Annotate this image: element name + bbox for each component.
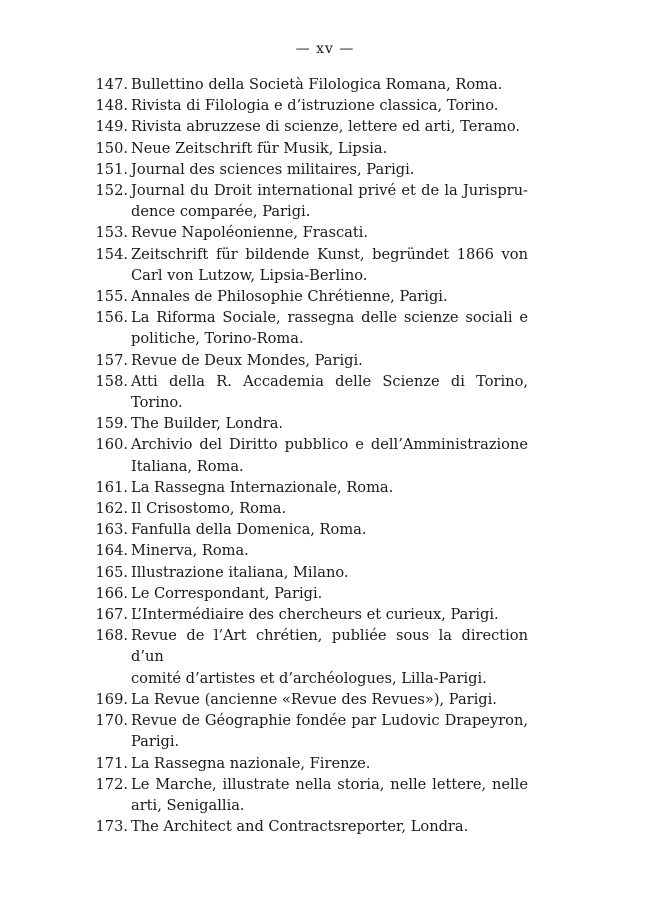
entry-number: 157. <box>95 351 128 369</box>
entry-line: La Riforma Sociale, rassegna delle scienze sociali e <box>131 309 528 327</box>
entry-text <box>128 116 528 137</box>
entry-text <box>128 180 528 222</box>
entry-line: La Rassegna nazionale, Firenze. <box>131 754 371 772</box>
entry-text <box>128 95 528 116</box>
entry-text <box>128 413 528 434</box>
entry-text <box>128 562 528 583</box>
entry-text <box>128 138 528 159</box>
entry-line: Illustrazione italiana, Milano. <box>131 563 349 581</box>
list-item <box>88 371 528 413</box>
entry-text <box>128 583 528 604</box>
entry-line: Revue de l’Art chrétien, publiée sous la direction d’un <box>131 627 528 666</box>
entry-line: politiche, Torino-Roma. <box>131 330 304 348</box>
list-item <box>88 413 528 434</box>
entry-text <box>128 434 528 476</box>
list-item <box>88 816 528 837</box>
entry-text <box>128 286 528 307</box>
entry-number: 147. <box>95 76 128 93</box>
entry-number: 152. <box>95 182 128 200</box>
entry-number: 148. <box>95 97 128 115</box>
list-item <box>88 307 528 349</box>
entry-line: Le Correspondant, Parigi. <box>131 584 323 602</box>
entry-number: 164. <box>95 542 128 560</box>
page-number: — xv — <box>295 41 355 57</box>
list-item <box>88 180 528 222</box>
list-item <box>88 286 528 307</box>
entry-text <box>128 604 528 625</box>
list-item <box>88 434 528 476</box>
entry-text <box>128 307 528 349</box>
entry-text <box>128 159 528 180</box>
list-item <box>88 753 528 774</box>
entry-text <box>128 710 528 752</box>
entry-line: Rivista abruzzese di scienze, lettere ed arti, Teramo. <box>131 118 521 136</box>
list-item <box>88 604 528 625</box>
entry-number: 173. <box>95 818 128 836</box>
list-item <box>88 244 528 286</box>
entry-line: Il Crisostomo, Roma. <box>131 500 287 518</box>
entry-line: La Rassegna Internazionale, Roma. <box>131 478 394 496</box>
entry-number: 150. <box>95 139 128 157</box>
entry-line: Bullettino della Società Filologica Romana, Roma. <box>131 76 503 93</box>
entry-number: 155. <box>95 288 128 306</box>
list-item <box>88 710 528 752</box>
entry-line: Revue de Géographie fondée par Ludovic Drapeyron, <box>131 712 528 730</box>
entry-number: 163. <box>95 521 128 539</box>
entry-number: 156. <box>95 309 128 327</box>
entry-text <box>128 816 528 837</box>
list-item <box>88 159 528 180</box>
list-item <box>88 477 528 498</box>
entry-line: dence comparée, Parigi. <box>131 203 311 221</box>
list-item <box>88 222 528 243</box>
list-item <box>88 689 528 710</box>
list-item <box>88 95 528 116</box>
list-item <box>88 540 528 561</box>
entry-number: 170. <box>95 712 128 730</box>
entry-number: 171. <box>95 754 128 772</box>
list-item <box>88 74 528 95</box>
entry-number: 166. <box>95 584 128 602</box>
entry-line: L’Intermédiaire des chercheurs et curieux, Parigi. <box>131 606 499 624</box>
entry-line: Zeitschrift für bildende Kunst, begründet 1866 von <box>131 245 528 263</box>
list-item <box>88 498 528 519</box>
entry-text <box>128 244 528 286</box>
list-item <box>88 562 528 583</box>
entry-number: 153. <box>95 224 128 242</box>
entry-number: 160. <box>95 436 128 454</box>
entry-text <box>128 689 528 710</box>
entry-number: 151. <box>95 160 128 178</box>
entry-text <box>128 222 528 243</box>
entry-line: The Architect and Contractsreporter, Londra. <box>131 818 469 836</box>
entry-line: Atti della R. Accademia delle Scienze di Torino, Torino. <box>131 372 528 412</box>
entry-line: The Builder, Londra. <box>131 415 284 433</box>
list-item <box>88 583 528 604</box>
entry-text <box>128 519 528 540</box>
entry-line: Revue Napoléonienne, Frascati. <box>131 224 368 242</box>
entry-number: 165. <box>95 563 128 581</box>
entry-text <box>128 498 528 519</box>
entry-line: La Revue (ancienne «Revue des Revues»), Parigi. <box>131 690 497 708</box>
entry-line: Annales de Philosophie Chrétienne, Parigi. <box>131 288 448 306</box>
entry-number: 159. <box>95 415 128 433</box>
entry-line: Rivista di Filologia e d’istruzione classica, Torino. <box>131 97 499 115</box>
entry-line: Revue de Deux Mondes, Parigi. <box>131 351 363 369</box>
entry-text <box>128 74 528 95</box>
entry-text <box>128 371 528 413</box>
entry-line: Italiana, Roma. <box>131 457 244 475</box>
entry-line: comité d’artistes et d’archéologues, Lilla-Parigi. <box>131 669 487 687</box>
list-item <box>88 625 528 689</box>
list-item <box>88 350 528 371</box>
entry-line: Le Marche, illustrate nella storia, nelle lettere, nelle <box>131 775 528 793</box>
entry-text <box>128 753 528 774</box>
entry-number: 149. <box>95 118 128 136</box>
entry-line: Neue Zeitschrift für Musik, Lipsia. <box>131 139 388 157</box>
entry-number: 154. <box>95 245 128 263</box>
entry-number: 161. <box>95 478 128 496</box>
entry-line: Fanfulla della Domenica, Roma. <box>131 521 367 539</box>
entry-line: Journal des sciences militaires, Parigi. <box>131 160 415 178</box>
list-item <box>88 519 528 540</box>
entry-text <box>128 625 528 689</box>
entry-line: Parigi. <box>131 733 180 751</box>
entry-number: 169. <box>95 690 128 708</box>
entry-text <box>128 477 528 498</box>
entry-number: 158. <box>95 372 128 390</box>
entry-line: Journal du Droit international privé et de la Jurispru- <box>131 182 528 200</box>
list-item <box>88 138 528 159</box>
list-item <box>88 774 528 816</box>
list-item <box>88 116 528 137</box>
entry-number: 162. <box>95 500 128 518</box>
entry-text <box>128 774 528 816</box>
entry-line: Archivio del Diritto pubblico e dell’Amministrazione <box>131 436 528 454</box>
entry-line: arti, Senigallia. <box>131 796 245 814</box>
entry-number: 167. <box>95 606 128 624</box>
entry-line: Carl von Lutzow, Lipsia-Berlino. <box>131 266 368 284</box>
entry-number: 168. <box>95 627 128 645</box>
entry-line: Minerva, Roma. <box>131 542 249 560</box>
entry-number: 172. <box>95 775 128 793</box>
entry-text <box>128 540 528 561</box>
entry-text <box>128 350 528 371</box>
periodical-list <box>88 74 528 837</box>
